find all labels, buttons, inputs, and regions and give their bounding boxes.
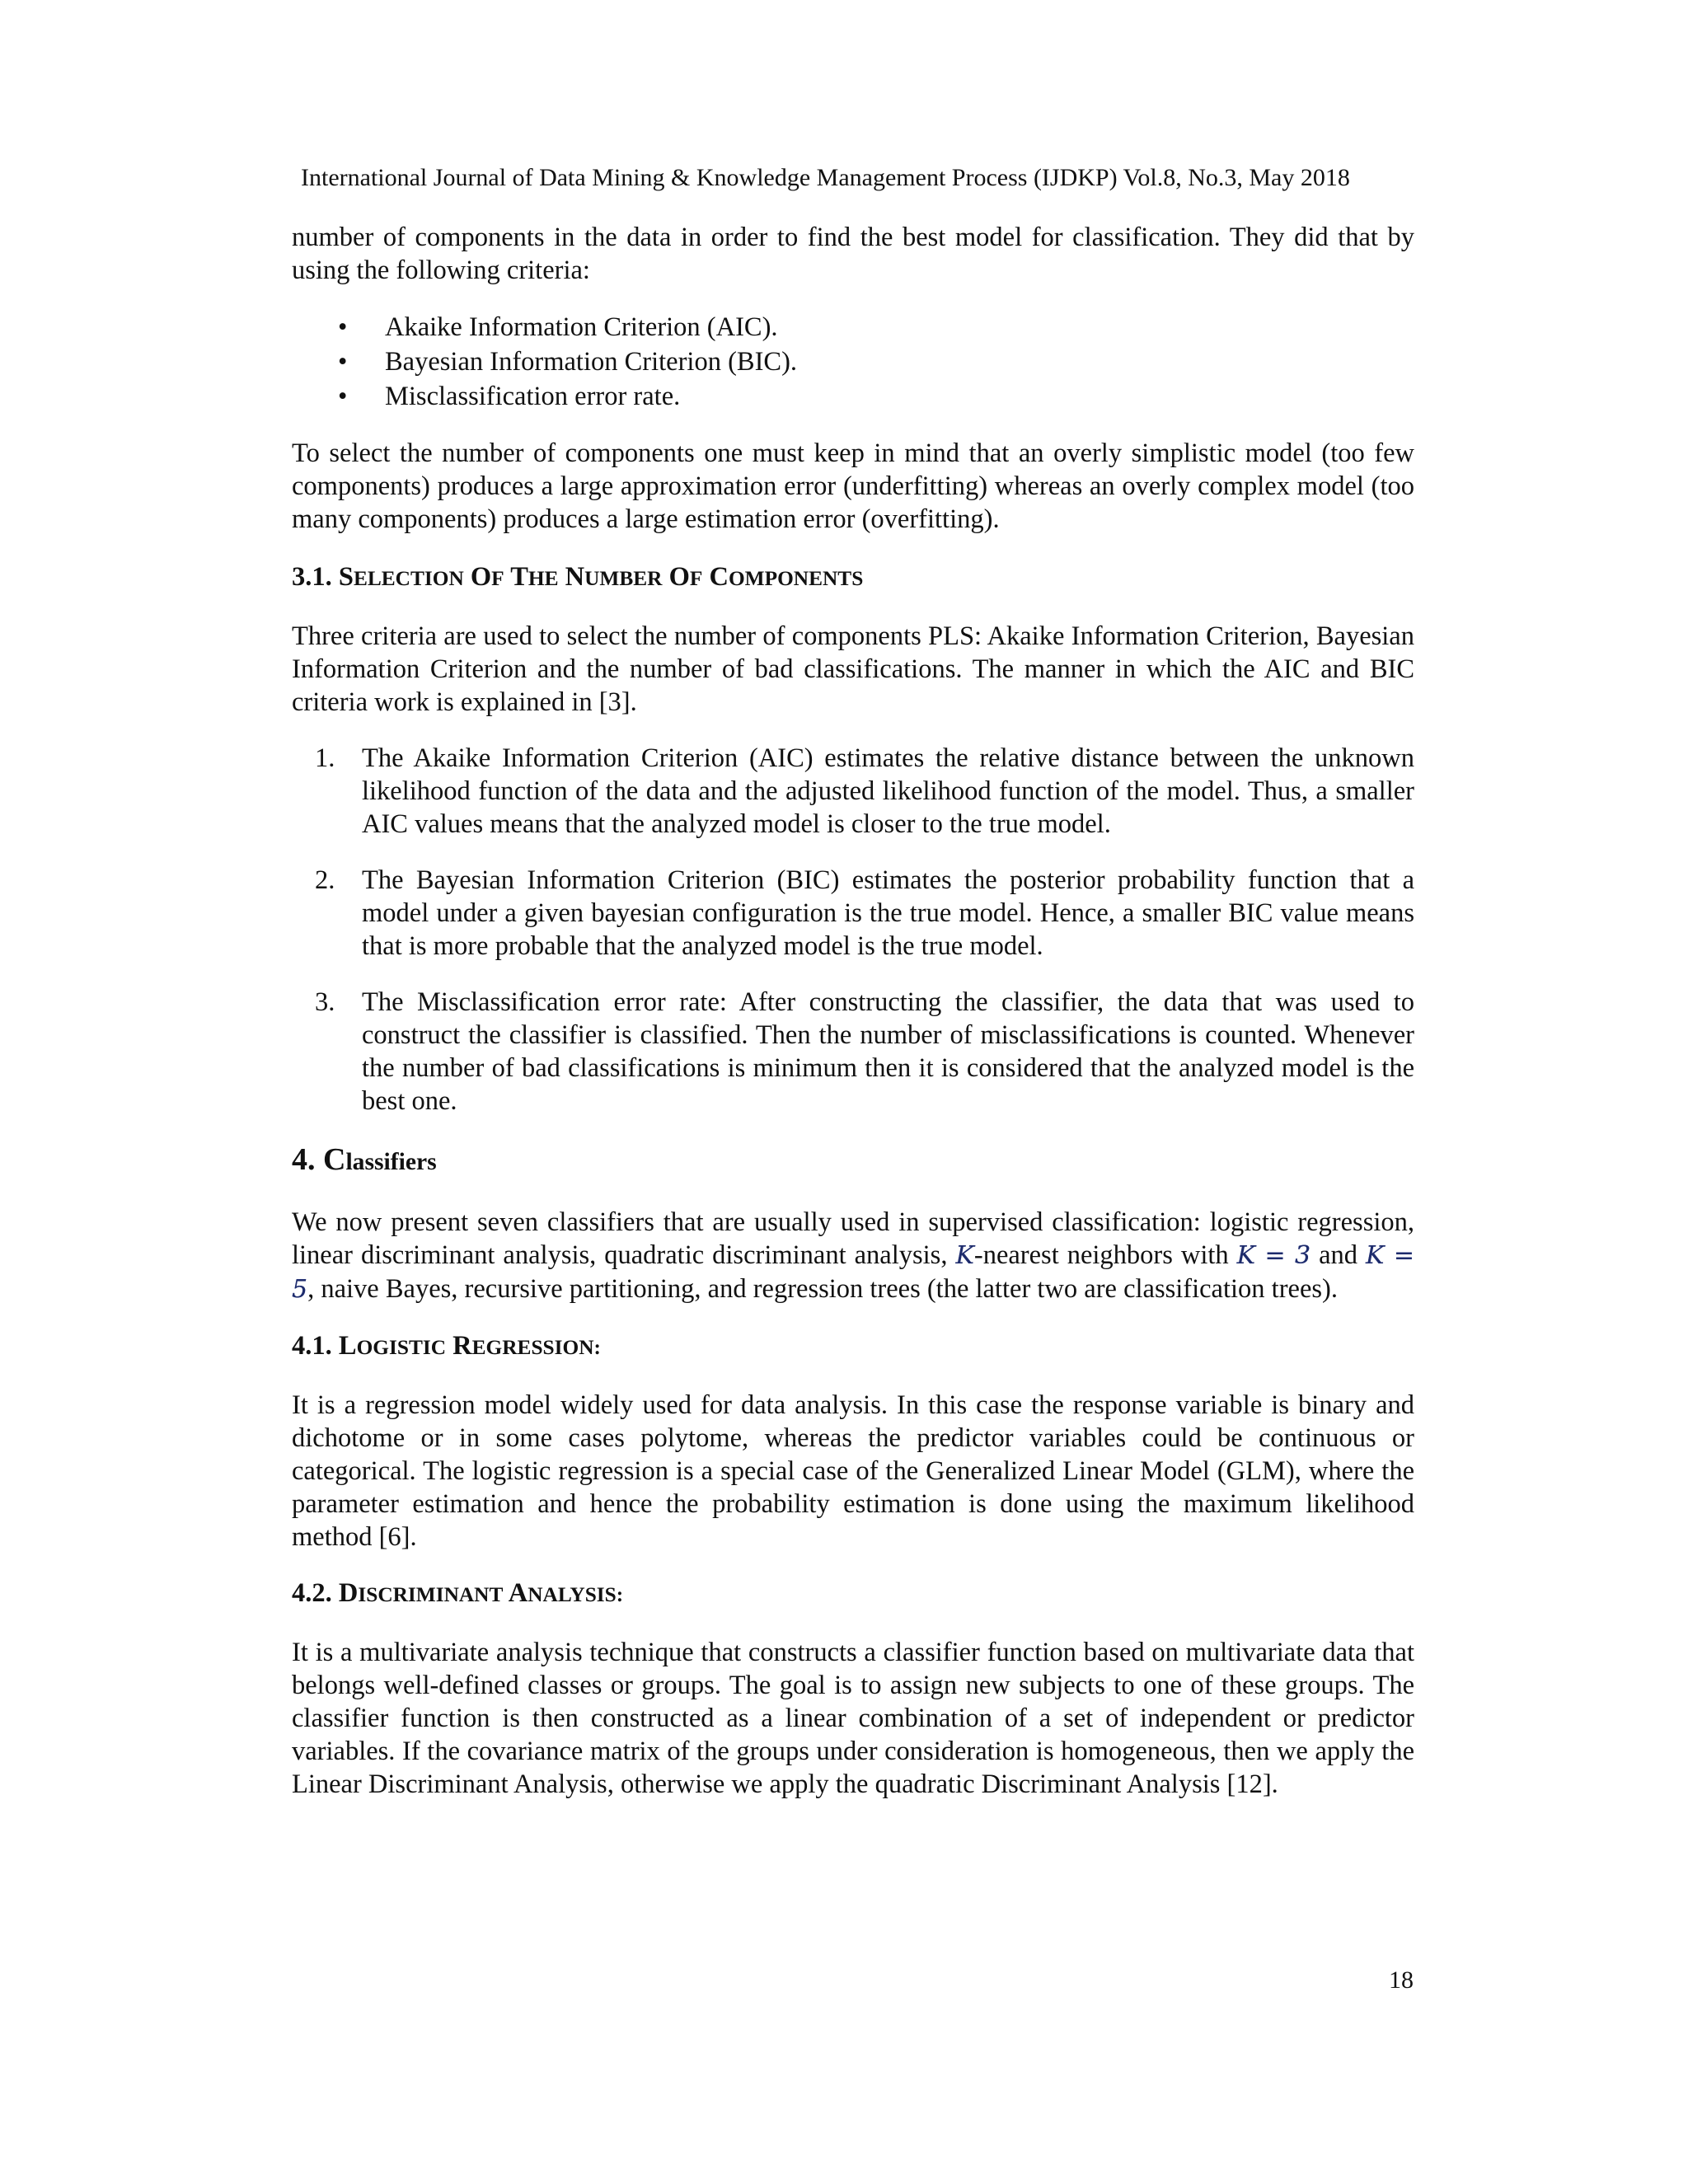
numbered-item-text: The Bayesian Information Criterion (BIC) estimates the posterior probability function that a model under a given bayesian configuration is the true model. Hence, a smaller BIC value means that is more probable that the analyzed model is the true model. — [362, 865, 1414, 961]
item-number: 3. — [315, 987, 335, 1017]
heading-initial: D — [338, 1578, 359, 1608]
bullet-item-text: Misclassification error rate. — [385, 382, 681, 411]
section-number: 4.1. — [292, 1331, 332, 1361]
numbered-item — [292, 986, 1414, 1118]
math-k-equals-3: K = 3 — [1236, 1241, 1311, 1270]
section-4-heading — [292, 1141, 1414, 1181]
heading-initial: N — [565, 562, 585, 592]
heading-smallcaps: HE — [528, 567, 559, 590]
logistic-regression-paragraph: It is a regression model widely used for data analysis. In this case the response variable is binary and dichotome or in some cases polytome, whereas the predictor variables could be continuous or categorical. The logistic regression is a special case of the Generalized Linear Model (GLM), where the parameter estimation and hence the probability estimation is done using the maximum likelihood method [6]. — [292, 1390, 1414, 1552]
heading-smallcaps: lassifiers — [345, 1149, 437, 1175]
math-k: K — [955, 1241, 974, 1270]
section-number: 4.2. — [292, 1578, 332, 1608]
heading-smallcaps: F — [689, 567, 703, 590]
heading-initial: R — [452, 1331, 472, 1361]
heading-initial: O — [668, 562, 690, 592]
math-k-equals-5: K = 5 — [292, 1241, 1414, 1304]
section-number: 3.1. — [292, 562, 332, 592]
numbered-item-text: The Akaike Information Criterion (AIC) estimates the relative distance between the unknown likelihood function of the data and the adjusted likelihood function of the model. Thus, a smaller AIC values means that the analyzed model is closer to the true model. — [362, 743, 1414, 839]
bullet-icon: • — [338, 312, 348, 342]
numbered-item — [292, 742, 1414, 841]
bullet-icon: • — [338, 347, 348, 377]
bullet-item — [292, 379, 1414, 414]
heading-smallcaps: EGRESSION: — [471, 1336, 601, 1359]
criteria-bullet-list — [292, 310, 1414, 414]
page-number: 18 — [1389, 1966, 1414, 1994]
numbered-item-text: The Misclassification error rate: After constructing the classifier, the data that was used to construct the classifier is classified. Then the number of misclassifications is counted. Whenever the number of bad classifications is minimum then it is considered that the analyzed model is the best one. — [362, 987, 1414, 1116]
section-3-1-heading — [292, 560, 1414, 595]
heading-initial: T — [510, 562, 528, 592]
heading-initial: O — [470, 562, 492, 592]
section-4-2-heading — [292, 1577, 1414, 1611]
paragraph-text: and — [1311, 1240, 1367, 1270]
heading-smallcaps: OGISTIC — [356, 1336, 447, 1359]
section-3-1-paragraph: Three criteria are used to select the number of components PLS: Akaike Information Criterion, Bayesian Information Criterion and the number of bad classifications. The manner in which the AIC and BIC criteria work is explained in [3]. — [292, 621, 1414, 717]
heading-smallcaps: NALYSIS: — [528, 1583, 624, 1606]
paragraph-text: We now present seven classifiers that are usually used in supervised classification: logistic regression, linear discriminant analysis, quadratic discriminant analysis, — [292, 1207, 1414, 1270]
heading-smallcaps: ELECTION — [353, 567, 464, 590]
heading-initial: C — [709, 562, 729, 592]
heading-smallcaps: ISCRIMINANT — [358, 1583, 504, 1606]
heading-initial: C — [323, 1142, 346, 1177]
page-body — [292, 221, 1414, 1824]
criteria-numbered-list — [292, 742, 1414, 1118]
intro-paragraph: number of components in the data in order to find the best model for classification. They did that by using the following criteria: — [292, 223, 1414, 285]
item-number: 1. — [315, 743, 335, 773]
bullet-item — [292, 310, 1414, 344]
item-number: 2. — [315, 865, 335, 895]
running-header: International Journal of Data Mining & Knowledge Management Process (IJDKP) Vol.8, No.3, May 2018 — [301, 164, 1350, 191]
numbered-item — [292, 864, 1414, 963]
classifiers-paragraph — [292, 1206, 1414, 1306]
heading-initial: S — [338, 562, 354, 592]
discriminant-analysis-paragraph: It is a multivariate analysis technique that constructs a classifier function based on multivariate data that belongs well-defined classes or groups. The goal is to assign new subjects to one of these groups. The classifier function is then constructed as a linear combination of a set of independent or predictor variables. If the covariance matrix of the groups under consideration is homogeneous, then we apply the Linear Discriminant Analysis, otherwise we apply the quadratic Discriminant Analysis [12]. — [292, 1638, 1414, 1799]
heading-smallcaps: OMPONENTS — [728, 567, 864, 590]
heading-smallcaps: UMBER — [584, 567, 663, 590]
bullet-item-text: Bayesian Information Criterion (BIC). — [385, 347, 798, 377]
section-number: 4. — [292, 1142, 316, 1177]
heading-initial: L — [338, 1331, 357, 1361]
heading-smallcaps: F — [491, 567, 504, 590]
section-4-1-heading — [292, 1329, 1414, 1364]
bullet-item-text: Akaike Information Criterion (AIC). — [385, 312, 778, 342]
paragraph-text: -nearest neighbors with — [973, 1240, 1237, 1270]
model-complexity-paragraph: To select the number of components one must keep in mind that an overly simplistic model (too few components) produces a large approximation error (underfitting) whereas an overly complex model (too many components) produces a large estimation error (overfitting). — [292, 438, 1414, 534]
bullet-icon: • — [338, 382, 348, 411]
heading-initial: A — [508, 1578, 528, 1608]
paragraph-text: , naive Bayes, recursive partitioning, and regression trees (the latter two are classification trees). — [307, 1274, 1338, 1304]
bullet-item — [292, 344, 1414, 379]
